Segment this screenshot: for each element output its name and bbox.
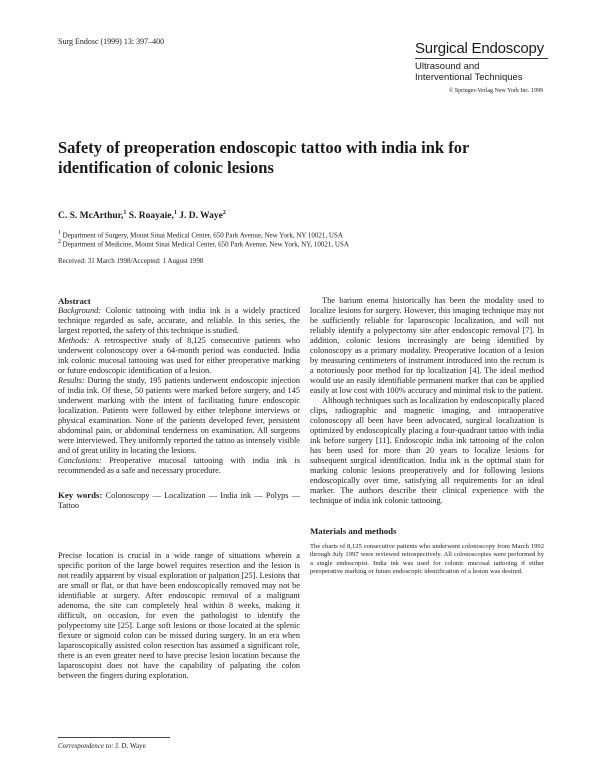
copyright-notice: © Springer-Verlag New York Inc. 1999 bbox=[448, 88, 543, 94]
abstract-text: During the study, 195 patients underwent endoscopic injection of india ink. Of these, 50 patients were marked before surgery, and 145 underwent marking with the intent of facilitating future endoscopic localization. Patients were followed by either telephone interviews or physical examination. None of the patients developed fever, persistent abdominal pain, or abdominal tenderness on examination. All surgeons were interviewed. They uniformly reported the tattoo as intensely visible and of great utility in locating the lesions. bbox=[58, 376, 300, 455]
abstract-label: Background: bbox=[58, 306, 102, 315]
abstract-label: Results: bbox=[58, 376, 85, 385]
journal-name: Surgical Endoscopy bbox=[415, 40, 544, 57]
correspondence-label: Correspondence to: bbox=[58, 742, 114, 750]
keywords-text: Colonoscopy — Localization — India ink — Polyps — Tattoo bbox=[58, 491, 300, 510]
left-column bbox=[58, 296, 300, 681]
author-list bbox=[58, 210, 226, 221]
author-name: J. D. Waye bbox=[176, 211, 223, 222]
author-superscript: 1 bbox=[123, 210, 127, 216]
abstract-background bbox=[58, 306, 300, 336]
received-dates: Received: 31 March 1998/Accepted: 1 August 1998 bbox=[58, 257, 204, 265]
abstract-label: Conclusions: bbox=[58, 456, 102, 465]
author-superscript: 2 bbox=[222, 210, 226, 216]
affiliation-superscript: 1 bbox=[58, 230, 61, 236]
author-name: S. Roayaie, bbox=[126, 211, 174, 222]
correspondence-note bbox=[58, 742, 146, 750]
affiliation-superscript: 2 bbox=[58, 239, 61, 245]
keywords-label: Key words: bbox=[58, 490, 103, 500]
correspondence-text: J. D. Waye bbox=[113, 742, 146, 750]
abstract-text: Colonic tattooing with india ink is a widely practiced technique regarded as safe, accurate, and reliable. In this series, the largest reported, the safety of this technique is studied. bbox=[58, 306, 300, 335]
abstract-text: Preoperative mucosal tattooing with india ink is recommended as a safe and necessary procedure. bbox=[58, 456, 300, 475]
right-column bbox=[310, 296, 544, 577]
author-superscript: 1 bbox=[173, 210, 177, 216]
article-title: Safety of preoperation endoscopic tattoo with india ink for identification of colonic lesions bbox=[58, 138, 469, 177]
journal-brand bbox=[415, 40, 565, 83]
abstract-conclusions bbox=[58, 456, 300, 476]
abstract-text: A retrospective study of 8,125 consecutive patients who underwent colonoscopy over a 64-month period was conducted. India ink colonic mucosal tattooing was used for either preoperative marking or future endoscopic identification of a lesion. bbox=[58, 336, 300, 375]
affiliation-text: Department of Surgery, Mount Sinai Medical Center, 650 Park Avenue, New York, NY 10021, USA bbox=[60, 231, 343, 240]
section-heading: Materials and methods bbox=[310, 526, 397, 536]
abstract-methods bbox=[58, 336, 300, 376]
abstract-heading: Abstract bbox=[58, 296, 91, 306]
journal-subtitle-2: Interventional Techniques bbox=[415, 72, 523, 83]
body-paragraph: The charts of 8,125 consecutive patients who underwent colonoscopy from March 1992 through July 1997 were reviewed retrospectively. All colonoscopies were performed by a single endoscopist. India ink was used for colonic mucosal tattooing if either preoperative marking or future endoscopic identification of a lesion was desired. bbox=[310, 543, 544, 576]
body-paragraph: Although techniques such as localization by endoscopically placed clips, radiographic and magnetic imaging, and intraoperative colonoscopy all been have been advocated, surgical localization is optimized by endoscopically placing a four-quadrant tattoo with india ink before surgery [11]. Endoscopic india ink tattooing of the colon has been used for more than 20 years to localize lesions for subsequent surgical identification. India ink is the optimal stain for marking colonic lesions preoperatively and for following lesions endoscopically over time, satisfying all requirements for an ideal marker. The authors describe their clinical experience with the technique of india ink colonic tattooing. bbox=[310, 396, 544, 505]
footnote-divider bbox=[58, 737, 170, 738]
abstract-label: Methods: bbox=[58, 336, 90, 345]
keywords bbox=[58, 490, 300, 511]
affiliation-text: Department of Medicine, Mount Sinai Medical Center, 650 Park Avenue, New York, NY, 10021, USA bbox=[60, 240, 349, 249]
abstract-results bbox=[58, 376, 300, 456]
body-paragraph: The barium enema historically has been the modality used to localize lesions for surgery. However, this imaging technique may not be sufficiently reliable for laparoscopic localization, and will not reliably identify a polypectomy site after endoscopic removal [7]. In addition, colonic lesions increasingly are being identified by colonoscopy as a primary modality. Preoperative location of a lesion by measuring centimeters of instrument introduced into the rectum is a notoriously poor method for tip localization [4]. The ideal method would use an easily identifiable permanent marker that can be applied easily at low cost with 100% accuracy and minimal risk to the patient. bbox=[310, 296, 544, 395]
author-name: C. S. McArthur, bbox=[58, 211, 124, 222]
journal-reference: Surg Endosc (1999) 13: 397–400 bbox=[58, 37, 165, 46]
brand-divider bbox=[415, 58, 548, 59]
body-paragraph: Precise location is crucial in a wide range of situations wherein a specific poriton of the large bowel requires resection and the lesion is not readily apparent by visual exploration or palpation [25]. Lesions that are small or flat, or that have been endoscopically removed may not be identifiable at surgery. After endoscopic removal of a malignant adenoma, the site can completely heal within 8 weeks, making it difficult, on occasion, for even the pathologist to identify the polypectomy site [25]. Large soft lesions or those located at the splenic flexure or sigmoid colon can be missed during surgery. In an era when laparoscopically assisted colon resection has assumed a significant role, there is an even greater need to have precise lesion location because the laparoscopist does not have the capability of palpating the colon between the fingers during exploration. bbox=[58, 551, 300, 680]
affiliation bbox=[58, 238, 349, 249]
journal-subtitle-1: Ultrasound and bbox=[415, 61, 480, 72]
